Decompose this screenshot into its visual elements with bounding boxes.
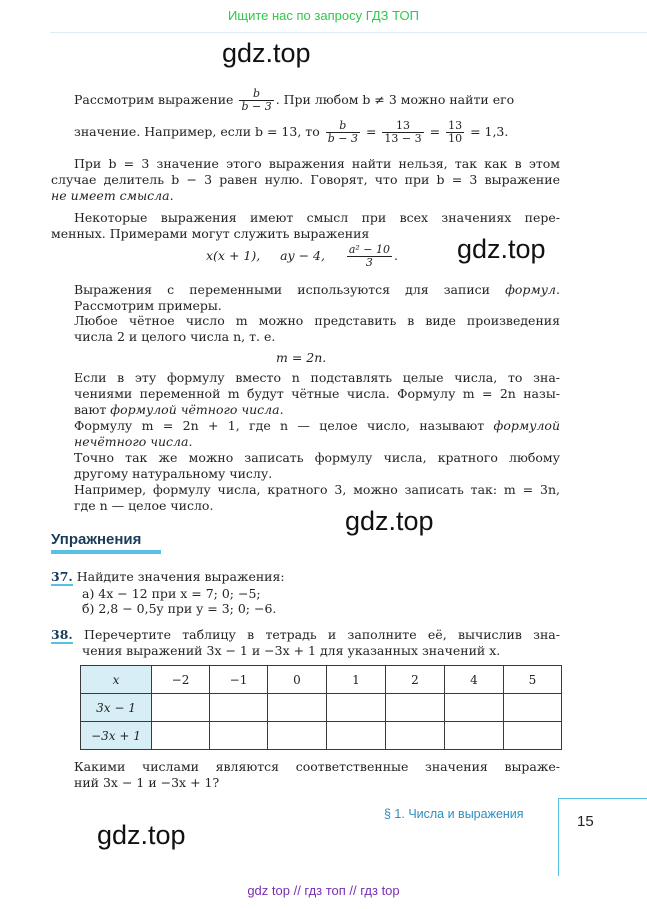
exercise-number-38: 38. <box>51 627 73 642</box>
exercise-37-a: а) 4x − 12 при x = 7; 0; −5; <box>82 586 261 601</box>
watermark-top: gdz.top <box>222 38 311 68</box>
expr-x-x-plus-1: x(x + 1), <box>206 248 261 263</box>
para5-line2: числа 2 и целого числа n, т. е. <box>74 329 276 344</box>
period: . <box>394 248 398 263</box>
para8-line2: другому натуральному числу. <box>74 466 273 481</box>
frac-num: a² − 10 <box>348 243 391 256</box>
table-cell <box>152 694 210 722</box>
period: . <box>169 188 174 203</box>
table-cell <box>504 694 562 722</box>
table-header-cell: 1 <box>327 666 386 694</box>
frac-den: 13 − 3 <box>384 132 422 145</box>
table-header-cell: 0 <box>268 666 327 694</box>
table-cell <box>386 722 445 750</box>
para1-text-c: значение. Например, если b = 13, то <box>74 124 320 139</box>
frac-num: 13 <box>382 120 423 133</box>
section-title-exercises: Упражнения <box>51 531 142 548</box>
watermark-middle: gdz.top <box>457 234 546 264</box>
fraction-b-over-b-3-second <box>326 120 360 145</box>
term-odd-number: нечётного числа <box>74 434 189 449</box>
exercise-37-heading <box>51 569 560 585</box>
para9-line2: где n — целое число. <box>74 498 214 513</box>
table-cell <box>504 722 562 750</box>
term-no-meaning: не имеет смысла <box>51 188 170 203</box>
result-value: = 1,3. <box>470 124 509 139</box>
formula-m-2n: m = 2n. <box>276 350 327 365</box>
table-cell <box>152 722 210 750</box>
table-cell <box>268 694 327 722</box>
term-formulas: формул <box>505 282 557 297</box>
footer-links[interactable]: gdz top // гдз топ // гдз top <box>247 883 400 898</box>
period: . <box>279 402 284 417</box>
term-formula: формулой <box>493 418 560 433</box>
table-header-cell: 5 <box>504 666 562 694</box>
equals-sign: = <box>365 124 377 139</box>
frac-den: b − 3 <box>327 132 358 145</box>
frac-den: 10 <box>448 132 463 145</box>
para9-line1: Например, формулу числа, кратного 3, можно записать так: m = 3n, <box>74 482 560 497</box>
para4-text: Выражения с переменными используются для записи <box>74 282 491 297</box>
page-box-left-line <box>558 798 559 876</box>
frac-num: b <box>239 88 273 101</box>
fraction-a2-10-over-3 <box>347 244 392 269</box>
table-row-label: −3x + 1 <box>81 722 152 750</box>
frac-den: b − 3 <box>241 100 272 113</box>
top-banner[interactable]: Ищите нас по запросу ГДЗ ТОП <box>228 8 419 23</box>
para7-line2 <box>74 434 560 450</box>
para3-line2: менных. Примерами могут служить выражения <box>51 226 370 241</box>
banner-divider <box>50 32 647 33</box>
para6-line1: Если в эту формулу вместо n подставлять целые числа, то зна- <box>74 370 560 385</box>
fraction-b-over-b-3 <box>239 88 273 113</box>
table-cell <box>268 722 327 750</box>
table-cell <box>210 694 268 722</box>
term-even-formula: формулой чётного числа <box>110 402 280 417</box>
section-underline <box>51 550 161 554</box>
table-row <box>81 694 562 722</box>
para6-text: вают <box>74 402 107 417</box>
para4-line2: Рассмотрим примеры. <box>74 298 222 313</box>
para8-line1: Точно так же можно записать формулу числа, кратного любому <box>74 450 560 465</box>
para3-line1: Некоторые выражения имеют смысл при всех значениях пере- <box>74 210 560 225</box>
table-header-cell: 2 <box>386 666 445 694</box>
frac-num: 13 <box>448 119 463 132</box>
period: . <box>556 282 560 297</box>
table-cell <box>386 694 445 722</box>
para2-line2: случае делитель b − 3 равен нулю. Говорят, что при b = 3 выражение <box>51 172 560 187</box>
expr-ay-minus-4: ay − 4, <box>280 248 325 263</box>
question-line1: Какими числами являются соответственные значения выраже- <box>74 759 560 774</box>
running-footer-section: § 1. Числа и выражения <box>384 807 524 821</box>
watermark-lower: gdz.top <box>345 506 434 536</box>
table-header-cell: x <box>81 666 152 694</box>
equals-sign: = <box>429 124 441 139</box>
para1-line2 <box>74 120 560 145</box>
para1-text-b: . При любом b ≠ 3 можно найти его <box>275 92 515 107</box>
table-row-header <box>81 666 562 694</box>
frac-den: 3 <box>365 256 373 269</box>
table-cell <box>327 722 386 750</box>
table-cell <box>327 694 386 722</box>
period: . <box>188 434 193 449</box>
table-row-label: 3x − 1 <box>81 694 152 722</box>
table-cell <box>445 722 504 750</box>
para5-line1: Любое чётное число m можно представить в виде произведения <box>74 313 560 328</box>
exercise-38-line2: чения выражений 3x − 1 и −3x + 1 для указанных значений x. <box>82 643 501 658</box>
values-table <box>80 665 562 750</box>
frac-num: b <box>326 120 360 133</box>
table-cell <box>210 722 268 750</box>
values-table-grid <box>80 665 562 750</box>
exercise-37-b: б) 2,8 − 0,5y при y = 3; 0; −6. <box>82 601 277 616</box>
exercise-38-text: Перечертите таблицу в тетрадь и заполните её, вычислив зна- <box>84 627 560 642</box>
watermark-bottom: gdz.top <box>97 820 186 850</box>
table-cell <box>445 694 504 722</box>
page-box-top-line <box>558 798 647 799</box>
para6-line3 <box>74 402 560 418</box>
question-line2: ний 3x − 1 и −3x + 1? <box>74 775 220 790</box>
para7-line1 <box>74 418 560 434</box>
para1-line1 <box>74 88 560 113</box>
para7-text: Формулу m = 2n + 1, где n — целое число, называют <box>74 418 485 433</box>
para2-line1: При b = 3 значение этого выражения найти нельзя, так как в этом <box>74 156 560 171</box>
para2-line3 <box>51 188 560 204</box>
para6-line2: чениями переменной m будут чётные числа. Формулу m = 2n назы- <box>74 386 560 401</box>
example-expressions <box>206 244 398 269</box>
exercise-number-37: 37. <box>51 569 73 584</box>
fraction-13-over-10 <box>446 120 464 145</box>
table-header-cell: 4 <box>445 666 504 694</box>
table-row <box>81 722 562 750</box>
table-header-cell: −1 <box>210 666 268 694</box>
fraction-13-over-13-3 <box>382 120 423 145</box>
table-header-cell: −2 <box>152 666 210 694</box>
exercise-37-text: Найдите значения выражения: <box>76 569 285 584</box>
para4-line1 <box>74 282 560 298</box>
para1-text-a: Рассмотрим выражение <box>74 92 234 107</box>
page-number: 15 <box>577 813 594 830</box>
exercise-38-line1 <box>51 627 560 643</box>
